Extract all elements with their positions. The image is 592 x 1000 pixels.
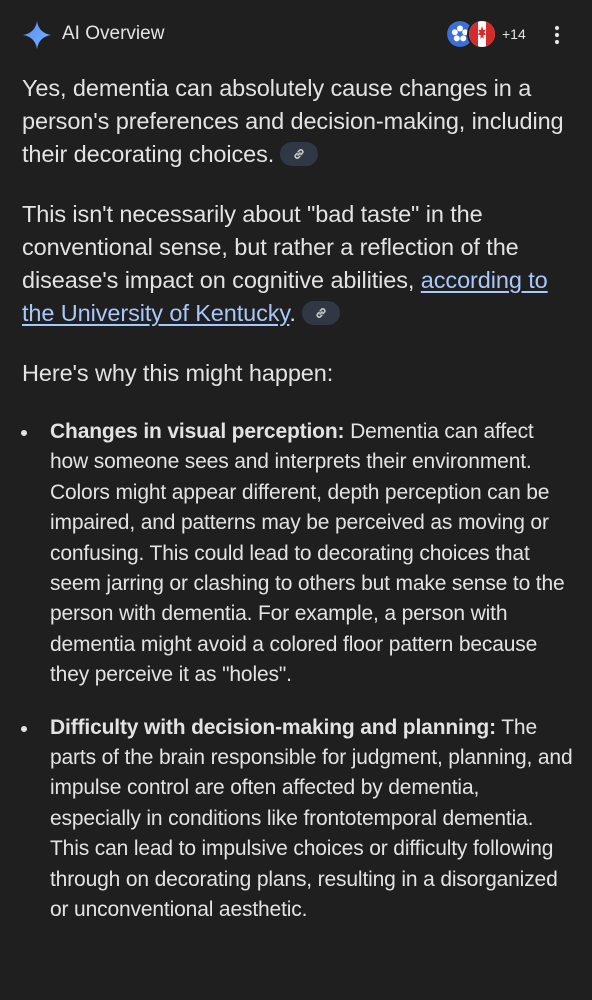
list-item xyxy=(22,417,574,691)
bullet-dot xyxy=(21,430,27,436)
list-item xyxy=(22,713,574,926)
paragraph-2 xyxy=(22,198,574,330)
more-vert-icon[interactable] xyxy=(548,24,566,46)
list-item-text: The parts of the brain responsible for judgment, planning, and impulse control are often affected by dementia, especially in conditions like frontotemporal dementia. This can lead to impulsive choices or difficulty following through on decorating plans, resulting in a disorganized or unconventional aesthetic. xyxy=(50,715,573,922)
link-icon xyxy=(292,147,306,161)
bullet-dot xyxy=(21,726,27,732)
university-of-kentucky-link[interactable]: according to the University of Kentucky xyxy=(22,267,548,326)
overview-content xyxy=(22,72,574,926)
paragraph-1 xyxy=(22,72,574,171)
source-favicon-2 xyxy=(467,19,497,49)
ai-overview-header xyxy=(0,0,592,70)
list-item-text: Dementia can affect how someone sees and interprets their environment. Colors might appear different, depth perception can be impaired, and patterns may be perceived as moving or confusing. This could lead to decorating choices that seem jarring or clashing to others but make sense to the person with dementia. For example, a person with dementia might avoid a colored floor pattern because they perceive it as "holes". xyxy=(50,420,565,687)
source-count: +14 xyxy=(502,26,526,42)
paragraph-1-text: Yes, dementia can absolutely cause changes in a person's preferences and decision-making, including their decorating choices. xyxy=(22,75,564,167)
paragraph-2-text: This isn't necessarily about "bad taste" in the conventional sense, but rather a reflection of the disease's impact on cognitive abilities, xyxy=(22,201,519,293)
list-item-title: Difficulty with decision-making and planning: xyxy=(50,715,496,739)
header-title: AI Overview xyxy=(62,23,165,44)
citation-chip-2[interactable] xyxy=(302,301,340,325)
list-item-title: Changes in visual perception: xyxy=(50,420,345,443)
reasons-list xyxy=(22,417,574,926)
citation-chip-1[interactable] xyxy=(280,142,318,166)
sparkle-icon xyxy=(22,20,52,50)
paragraph-2-end: . xyxy=(289,300,296,326)
paragraph-3: Here's why this might happen: xyxy=(22,360,334,386)
link-icon xyxy=(314,306,328,320)
sources-stack[interactable] xyxy=(445,19,526,49)
